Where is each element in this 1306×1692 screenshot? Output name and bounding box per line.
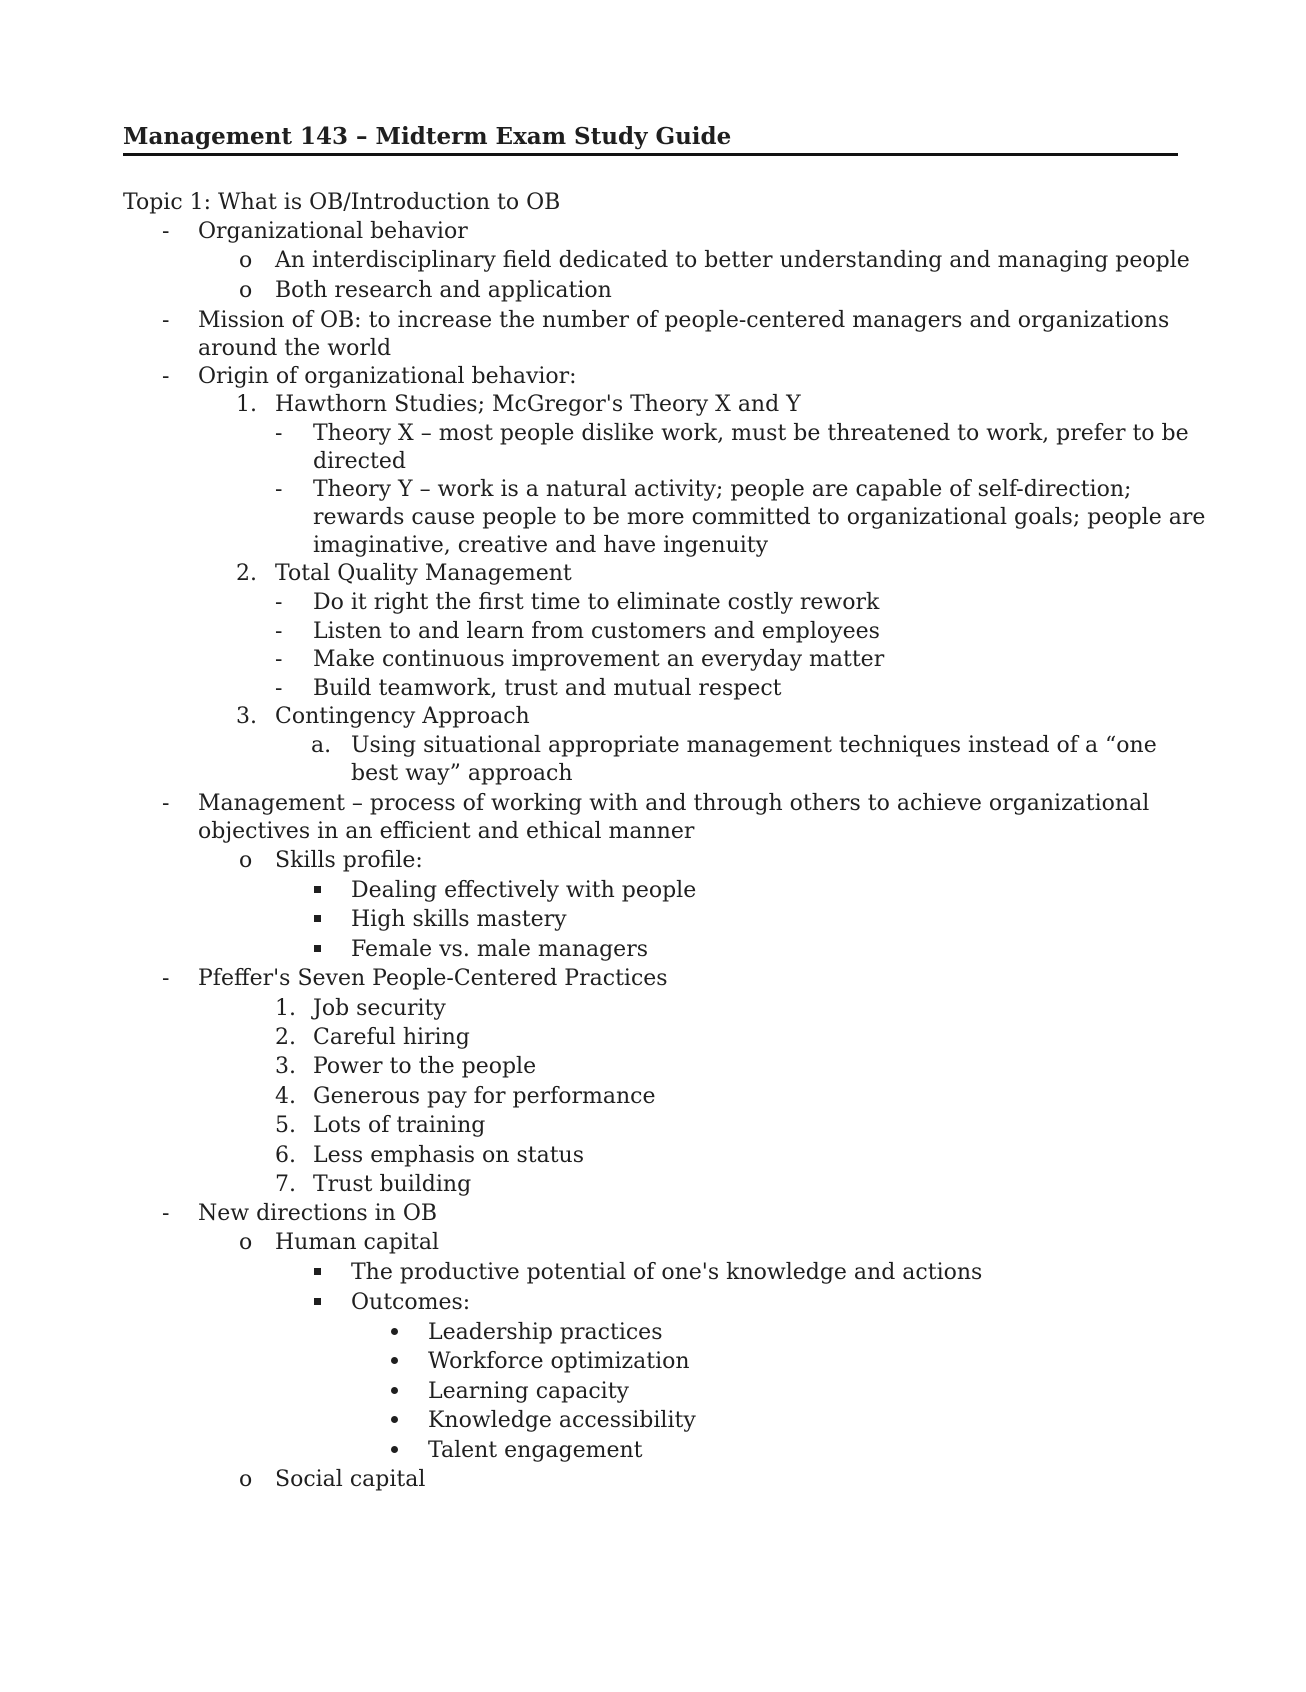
outline-line (0, 1377, 1306, 1407)
outline-line (0, 334, 1306, 364)
outline-line (0, 935, 1306, 965)
outline-line (0, 217, 1306, 247)
outline-line (0, 362, 1306, 392)
outline-text: Using situational appropriate management techniques instead of a “one (351, 733, 1157, 758)
circle-bullet-marker: o (239, 1467, 253, 1492)
outline-text: Trust building (313, 1172, 472, 1197)
circle-bullet-marker: o (239, 278, 253, 303)
round-bullet-icon (391, 1406, 398, 1436)
outline-line (0, 531, 1306, 561)
outline-line (0, 475, 1306, 505)
circle-bullet-marker: o (239, 1230, 253, 1255)
round-bullet-icon (391, 1347, 398, 1377)
list-number-marker: 2. (275, 1025, 296, 1050)
outline-text: Outcomes: (351, 1290, 471, 1315)
dash-bullet-marker: - (162, 364, 170, 389)
list-number-marker: 4. (275, 1084, 296, 1109)
outline-line (0, 617, 1306, 647)
outline-line (0, 1111, 1306, 1141)
outline-text: Dealing effectively with people (351, 878, 697, 903)
list-number-marker: 1. (275, 996, 296, 1021)
outline-text: Hawthorn Studies; McGregor's Theory X and Y (275, 392, 801, 417)
outline-line (0, 1318, 1306, 1348)
outline-line (0, 1347, 1306, 1377)
outline-text: Both research and application (275, 278, 612, 303)
dash-bullet-marker: - (275, 619, 283, 644)
outline-line (0, 759, 1306, 789)
outline-text: High skills mastery (351, 907, 567, 932)
outline-line (0, 1170, 1306, 1200)
dash-bullet-marker: - (162, 219, 170, 244)
outline-text: imaginative, creative and have ingenuity (313, 533, 769, 558)
outline-text: objectives in an efficient and ethical manner (198, 819, 695, 844)
outline-line (0, 419, 1306, 449)
outline-text: Less emphasis on status (313, 1143, 585, 1168)
outline-line (0, 1465, 1306, 1495)
square-bullet-icon (314, 876, 321, 906)
outline-text: Theory X – most people dislike work, must be threatened to work, prefer to be (313, 421, 1189, 446)
outline-text: Lots of training (313, 1113, 486, 1138)
outline-text: Generous pay for performance (313, 1084, 656, 1109)
outline-line (0, 246, 1306, 276)
outline-text: Job security (313, 996, 446, 1021)
square-bullet-icon (314, 935, 321, 965)
outline-line (0, 1199, 1306, 1229)
outline-text: best way” approach (351, 761, 573, 786)
outline-line (0, 905, 1306, 935)
outline-text: Social capital (275, 1467, 426, 1492)
round-bullet-icon (391, 1318, 398, 1348)
outline-line (0, 1052, 1306, 1082)
square-bullet-icon (314, 905, 321, 935)
list-number-marker: 2. (236, 561, 257, 586)
outline-line (0, 645, 1306, 675)
outline-text: Careful hiring (313, 1025, 470, 1050)
outline-line (0, 731, 1306, 761)
outline-text: An interdisciplinary field dedicated to better understanding and managing people (275, 248, 1190, 273)
outline-line (0, 1141, 1306, 1171)
dash-bullet-marker: - (275, 421, 283, 446)
outline-text: Mission of OB: to increase the number of people-centered managers and organizations (198, 308, 1170, 333)
list-number-marker: a. (311, 733, 332, 758)
outline-text: Female vs. male managers (351, 937, 649, 962)
outline-line (0, 276, 1306, 306)
outline-text: The productive potential of one's knowledge and actions (351, 1260, 983, 1285)
outline-text: Learning capacity (428, 1379, 629, 1404)
outline-text: Skills profile: (275, 848, 423, 873)
outline-text: Power to the people (313, 1054, 537, 1079)
outline-text: Leadership practices (428, 1320, 663, 1345)
circle-bullet-marker: o (239, 248, 253, 273)
dash-bullet-marker: - (162, 308, 170, 333)
list-number-marker: 6. (275, 1143, 296, 1168)
outline-line (0, 674, 1306, 704)
outline-text: Talent engagement (428, 1438, 643, 1463)
list-number-marker: 3. (275, 1054, 296, 1079)
outline-text: Workforce optimization (428, 1349, 690, 1374)
list-number-marker: 1. (236, 392, 257, 417)
outline-text: Pfeffer's Seven People-Centered Practices (198, 966, 668, 991)
outline-line (0, 702, 1306, 732)
square-bullet-icon (314, 1258, 321, 1288)
topic-heading: Topic 1: What is OB/Introduction to OB (123, 190, 561, 215)
outline-line (0, 447, 1306, 477)
outline-line (0, 390, 1306, 420)
outline-text: Management – process of working with and through others to achieve organizational (198, 791, 1150, 816)
outline-line (0, 964, 1306, 994)
outline-text: rewards cause people to be more committed to organizational goals; people are (313, 505, 1206, 530)
outline-line (0, 994, 1306, 1024)
outline-text: Do it right the first time to eliminate costly rework (313, 590, 880, 615)
outline-text: Theory Y – work is a natural activity; people are capable of self-direction; (313, 477, 1132, 502)
outline-line (0, 1406, 1306, 1436)
dash-bullet-marker: - (162, 966, 170, 991)
outline-text: Origin of organizational behavior: (198, 364, 577, 389)
list-number-marker: 5. (275, 1113, 296, 1138)
list-number-marker: 7. (275, 1172, 296, 1197)
outline-line (0, 846, 1306, 876)
outline-line (0, 1288, 1306, 1318)
dash-bullet-marker: - (275, 676, 283, 701)
outline-text: Build teamwork, trust and mutual respect (313, 676, 782, 701)
outline-text: directed (313, 449, 406, 474)
outline-line (0, 1436, 1306, 1466)
dash-bullet-marker: - (275, 590, 283, 615)
dash-bullet-marker: - (162, 791, 170, 816)
dash-bullet-marker: - (162, 1201, 170, 1226)
outline-text: Make continuous improvement an everyday matter (313, 647, 885, 672)
outline-line (0, 1082, 1306, 1112)
outline-text: New directions in OB (198, 1201, 438, 1226)
outline-line (0, 1023, 1306, 1053)
outline-text: Organizational behavior (198, 219, 468, 244)
outline-text: Total Quality Management (275, 561, 572, 586)
outline-text: Human capital (275, 1230, 440, 1255)
document-title: Management 143 – Midterm Exam Study Guide (123, 122, 1178, 156)
circle-bullet-marker: o (239, 848, 253, 873)
dash-bullet-marker: - (275, 477, 283, 502)
outline-text: Contingency Approach (275, 704, 530, 729)
round-bullet-icon (391, 1436, 398, 1466)
outline-line (0, 503, 1306, 533)
outline-line (0, 789, 1306, 819)
outline-line (0, 559, 1306, 589)
outline-line (0, 306, 1306, 336)
outline-line (0, 1258, 1306, 1288)
dash-bullet-marker: - (275, 647, 283, 672)
round-bullet-icon (391, 1377, 398, 1407)
outline-line (0, 876, 1306, 906)
outline-line (0, 588, 1306, 618)
outline-text: around the world (198, 336, 392, 361)
list-number-marker: 3. (236, 704, 257, 729)
outline-line (0, 1228, 1306, 1258)
outline-text: Knowledge accessibility (428, 1408, 696, 1433)
square-bullet-icon (314, 1288, 321, 1318)
outline-text: Listen to and learn from customers and employees (313, 619, 880, 644)
outline-line (0, 188, 1306, 218)
outline-line (0, 817, 1306, 847)
